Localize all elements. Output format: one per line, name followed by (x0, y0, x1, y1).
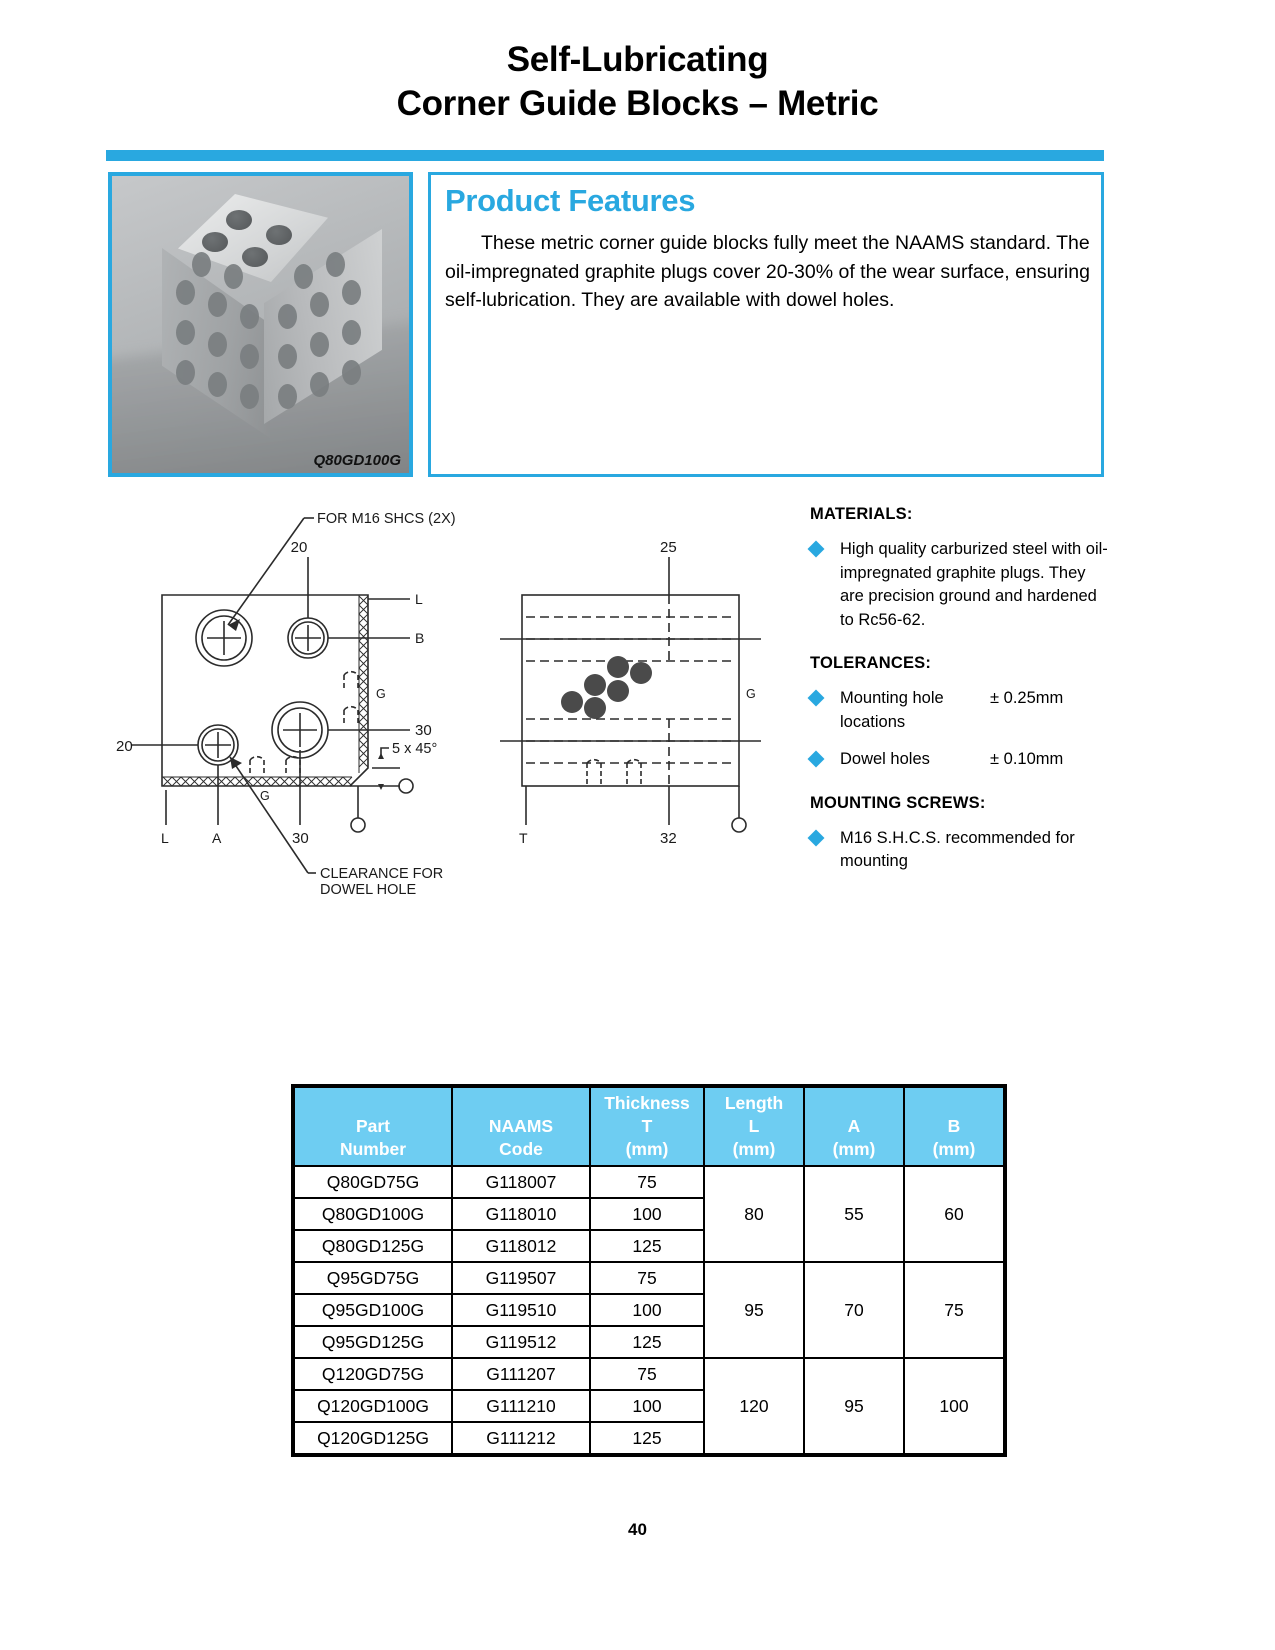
mounting-screws-item-text: M16 S.H.C.S. recommended for mounting (840, 828, 1075, 870)
graphite-plug (192, 252, 211, 277)
dim-30-right: 30 (415, 722, 432, 739)
chamfer-arrow-up (378, 753, 384, 759)
header-accent-rule (106, 150, 1104, 161)
col-header-part-mid: Part (355, 1116, 391, 1136)
col-header-thickness-bot: (mm) (625, 1139, 669, 1159)
col-header-b (904, 1086, 1005, 1166)
col-header-thickness-mid: T (641, 1116, 653, 1136)
cell-thickness: 75 (590, 1358, 704, 1390)
materials-heading: MATERIALS: (810, 505, 913, 523)
graphite-plug (326, 252, 345, 277)
cell-naams-code: G119510 (452, 1294, 590, 1326)
label-G-right: G (376, 687, 386, 701)
col-header-a-top (811, 1092, 897, 1115)
label-G-side: G (746, 687, 756, 701)
col-header-naams-code (452, 1086, 590, 1166)
table-row (293, 1358, 1005, 1390)
cell-part-number: Q95GD75G (293, 1262, 452, 1294)
cell-a: 55 (804, 1166, 904, 1262)
page-number: 40 (628, 1520, 647, 1539)
note-shcs: FOR M16 SHCS (2X) (317, 511, 456, 527)
tolerances-heading: TOLERANCES: (810, 654, 932, 672)
dim-20-left: 20 (116, 738, 133, 755)
col-header-thickness-top: Thickness (604, 1093, 690, 1113)
chamfer-arrow-dn (378, 784, 384, 790)
graphite-plug (240, 384, 259, 409)
col-header-a-mid: A (847, 1116, 861, 1136)
specifications-column (810, 505, 1110, 874)
graphite-plug (278, 304, 297, 329)
col-header-b-top (911, 1092, 997, 1115)
col-header-b-mid: B (947, 1116, 961, 1136)
page-title-line2: Corner Guide Blocks – Metric (396, 84, 879, 123)
graphite-plug (224, 264, 243, 289)
col-header-length (704, 1086, 804, 1166)
cell-naams-code: G118010 (452, 1198, 590, 1230)
tolerance-label: Mounting hole locations (840, 689, 944, 731)
dim-32: 32 (660, 830, 677, 847)
product-features-body: These metric corner guide blocks fully meet the NAAMS standard. The oil-impregnated graphite plugs cover 20-30% of the wear surface, ensuring self-lubrication. They are available with dowel holes. (445, 232, 1090, 311)
col-header-length-bot: (mm) (732, 1139, 776, 1159)
cell-part-number: Q120GD125G (293, 1422, 452, 1455)
dim-30-bottom: 30 (292, 830, 309, 847)
col-header-length-mid: L (748, 1116, 760, 1136)
side-view-outline (522, 595, 739, 786)
dim-20-top: 20 (290, 539, 308, 556)
label-B: B (415, 630, 425, 646)
page-title (0, 38, 1275, 126)
dowel-balloon (351, 818, 365, 832)
col-header-naams-mid: NAAMS (488, 1116, 554, 1136)
leader-dowel-line (230, 757, 308, 873)
graphite-plug (240, 344, 259, 369)
cell-thickness: 100 (590, 1294, 704, 1326)
cell-thickness: 75 (590, 1166, 704, 1198)
cell-thickness: 75 (590, 1262, 704, 1294)
mounting-hole-large (272, 702, 328, 758)
dowel-hole-small (288, 618, 328, 658)
graphite-plug (310, 372, 329, 397)
col-header-a (804, 1086, 904, 1166)
cell-a: 95 (804, 1358, 904, 1455)
cell-thickness: 125 (590, 1230, 704, 1262)
page-title-line1: Self-Lubricating (506, 40, 769, 79)
col-header-thickness (590, 1086, 704, 1166)
graphite-plug (208, 372, 227, 397)
label-G-bottom: G (260, 789, 270, 803)
diamond-bullet-icon (808, 541, 825, 558)
materials-item (810, 538, 1110, 632)
col-header-part-bot: Number (339, 1139, 407, 1159)
chamfer-note: 5 x 45° (392, 741, 438, 757)
graphite-plug (176, 280, 195, 305)
tolerance-item (810, 748, 1110, 772)
dim-25: 25 (660, 539, 677, 556)
col-header-b-bot: (mm) (932, 1139, 976, 1159)
graphite-plug (176, 360, 195, 385)
col-header-naams-bot: Code (499, 1139, 543, 1159)
leader-arrow (228, 619, 240, 631)
cell-b: 100 (904, 1358, 1005, 1455)
diamond-bullet-icon (808, 829, 825, 846)
cell-naams-code: G111210 (452, 1390, 590, 1422)
cell-part-number: Q120GD75G (293, 1358, 452, 1390)
tolerance-label: Dowel holes (840, 750, 930, 768)
graphite-plug (342, 360, 361, 385)
photo-caption: Q80GD100G (313, 452, 401, 469)
graphite-plug-cluster (561, 656, 652, 719)
hidden-plug-pockets (250, 672, 358, 774)
diamond-bullet-icon (808, 690, 825, 707)
col-header-part-number (293, 1086, 452, 1166)
mounting-hole-large (196, 610, 252, 666)
graphite-plug (176, 320, 195, 345)
col-header-naams-top (459, 1092, 583, 1115)
cell-part-number: Q80GD75G (293, 1166, 452, 1198)
table-head (293, 1086, 1005, 1166)
cell-a: 70 (804, 1262, 904, 1358)
cell-naams-code: G118012 (452, 1230, 590, 1262)
cell-thickness: 100 (590, 1390, 704, 1422)
cell-naams-code: G118007 (452, 1166, 590, 1198)
cell-thickness: 100 (590, 1198, 704, 1230)
graphite-plug (310, 332, 329, 357)
wear-surface-hatch (162, 595, 359, 777)
product-photo (108, 172, 413, 477)
cell-b: 75 (904, 1262, 1005, 1358)
cell-naams-code: G111207 (452, 1358, 590, 1390)
cell-part-number: Q80GD125G (293, 1230, 452, 1262)
note-dowel-line1: CLEARANCE FOR (320, 866, 444, 882)
cell-part-number: Q120GD100G (293, 1390, 452, 1422)
cell-b: 60 (904, 1166, 1005, 1262)
product-features-panel (428, 172, 1104, 477)
drawing-svg (100, 495, 800, 915)
cell-length: 80 (704, 1166, 804, 1262)
label-L-bottom: L (161, 830, 169, 846)
graphite-plug (278, 344, 297, 369)
cell-length: 95 (704, 1262, 804, 1358)
front-view-outline (162, 595, 368, 786)
col-header-part-top (301, 1092, 445, 1115)
cell-thickness: 125 (590, 1326, 704, 1358)
graphite-plug (342, 280, 361, 305)
table-row (293, 1166, 1005, 1198)
mounting-hole (266, 225, 292, 245)
table-row (293, 1262, 1005, 1294)
mounting-screws-heading: MOUNTING SCREWS: (810, 793, 986, 812)
table-body (293, 1166, 1005, 1455)
cell-naams-code: G119512 (452, 1326, 590, 1358)
cell-part-number: Q95GD100G (293, 1294, 452, 1326)
cell-naams-code: G119507 (452, 1262, 590, 1294)
graphite-plug (294, 264, 313, 289)
mounting-hole (226, 210, 252, 230)
cell-length: 120 (704, 1358, 804, 1455)
cell-part-number: Q80GD100G (293, 1198, 452, 1230)
tolerance-item (810, 687, 1110, 734)
product-features-heading: Product Features (445, 183, 696, 218)
table-header-row (293, 1086, 1005, 1166)
col-header-a-bot: (mm) (832, 1139, 876, 1159)
tolerance-value: ± 0.25mm (990, 689, 1064, 707)
label-T: T (519, 830, 528, 846)
specification-table (291, 1084, 1007, 1457)
hatch-xs (163, 596, 368, 786)
side-view-centerlines (500, 639, 761, 741)
side-balloon (732, 818, 746, 832)
col-header-length-top: Length (724, 1093, 784, 1113)
graphite-plug (208, 332, 227, 357)
tolerance-value: ± 0.10mm (990, 750, 1064, 768)
cell-part-number: Q95GD125G (293, 1326, 452, 1358)
mounting-hole (242, 247, 268, 267)
label-A: A (212, 830, 222, 846)
label-L-top: L (415, 591, 423, 607)
specification-table-wrap (291, 1084, 1007, 1457)
graphite-plug (342, 320, 361, 345)
chamfer-balloon (399, 779, 413, 793)
graphite-plug (278, 384, 297, 409)
leader-shcs-line (228, 518, 304, 625)
diamond-bullet-icon (808, 751, 825, 768)
graphite-plug (310, 292, 329, 317)
graphite-plug (208, 292, 227, 317)
product-photo-image (112, 176, 409, 473)
mounting-screws-item (810, 827, 1110, 874)
note-dowel-line2: DOWEL HOLE (320, 882, 417, 898)
technical-drawing (100, 495, 800, 920)
guide-block-render (142, 194, 372, 444)
cell-thickness: 125 (590, 1422, 704, 1455)
mounting-hole (202, 232, 228, 252)
graphite-plug (240, 304, 259, 329)
cell-naams-code: G111212 (452, 1422, 590, 1455)
materials-item-text: High quality carburized steel with oil-impregnated graphite plugs. They are precision ground and hardened to Rc56-62. (840, 540, 1108, 629)
